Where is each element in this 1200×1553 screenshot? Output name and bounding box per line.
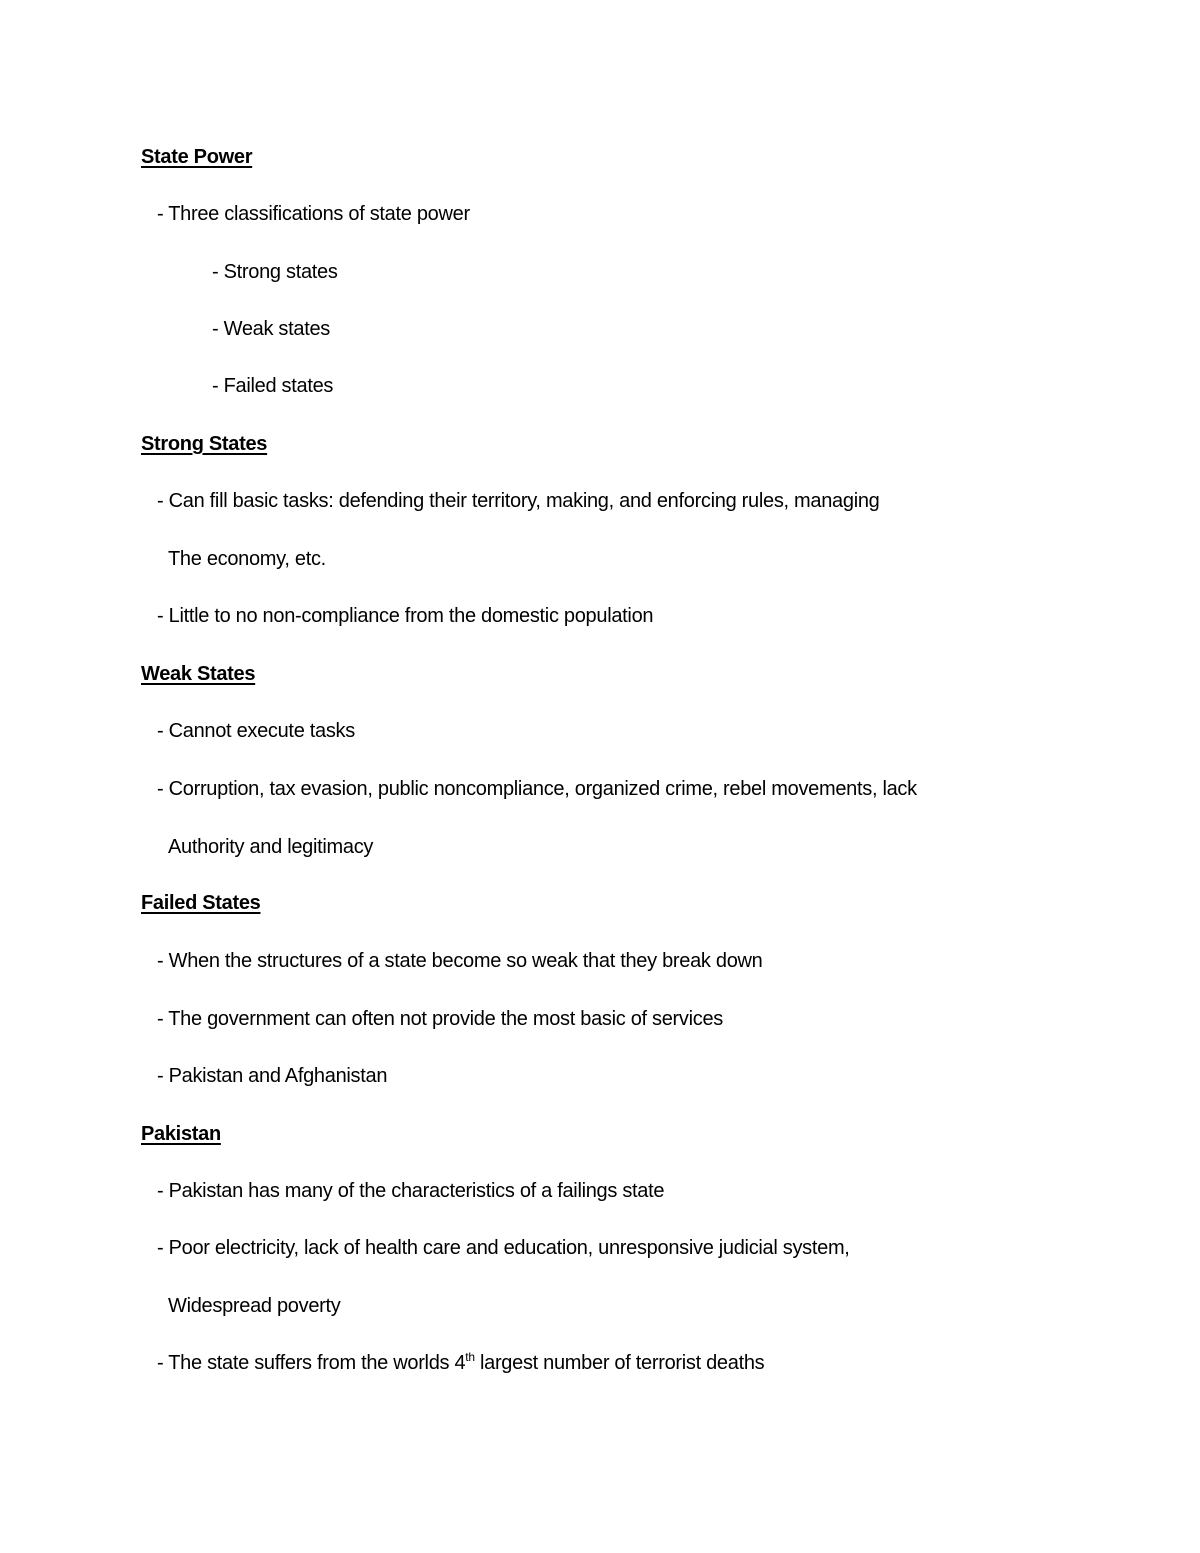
bullet-non-compliance: - Little to no non-compliance from the domestic population <box>157 605 654 627</box>
bullet-poor-electricity: - Poor electricity, lack of health care and education, unresponsive judicial system, <box>157 1237 850 1259</box>
heading-state-power: State Power <box>141 146 253 168</box>
bullet-pakistan-afghanistan: - Pakistan and Afghanistan <box>157 1065 388 1087</box>
bullet-cannot-execute: - Cannot execute tasks <box>157 720 355 742</box>
bullet-corruption: - Corruption, tax evasion, public noncompliance, organized crime, rebel movements, lack <box>157 778 917 800</box>
bullet-poor-electricity-continuation: Widespread poverty <box>168 1295 341 1317</box>
heading-strong-states: Strong States <box>141 433 268 455</box>
bullet-basic-tasks: - Can fill basic tasks: defending their territory, making, and enforcing rules, managing <box>157 490 880 512</box>
bullet-basic-tasks-continuation: The economy, etc. <box>168 548 326 570</box>
bullet-corruption-continuation: Authority and legitimacy <box>168 836 374 858</box>
bullet-three-classifications: - Three classifications of state power <box>157 203 470 225</box>
heading-pakistan: Pakistan <box>141 1123 221 1145</box>
ordinal-superscript: th <box>465 1350 475 1364</box>
terrorist-deaths-text-start: - The state suffers from the worlds 4 <box>157 1352 466 1374</box>
bullet-structures-break-down: - When the structures of a state become so weak that they break down <box>157 950 763 972</box>
bullet-terrorist-deaths <box>157 1351 764 1375</box>
sub-bullet-strong-states: - Strong states <box>212 261 338 283</box>
heading-weak-states: Weak States <box>141 663 256 685</box>
heading-failed-states: Failed States <box>141 892 261 914</box>
bullet-basic-services: - The government can often not provide the most basic of services <box>157 1008 723 1030</box>
sub-bullet-failed-states: - Failed states <box>212 375 334 397</box>
bullet-failing-characteristics: - Pakistan has many of the characteristics of a failings state <box>157 1180 665 1202</box>
sub-bullet-weak-states: - Weak states <box>212 318 330 340</box>
terrorist-deaths-text-end: largest number of terrorist deaths <box>474 1352 765 1374</box>
